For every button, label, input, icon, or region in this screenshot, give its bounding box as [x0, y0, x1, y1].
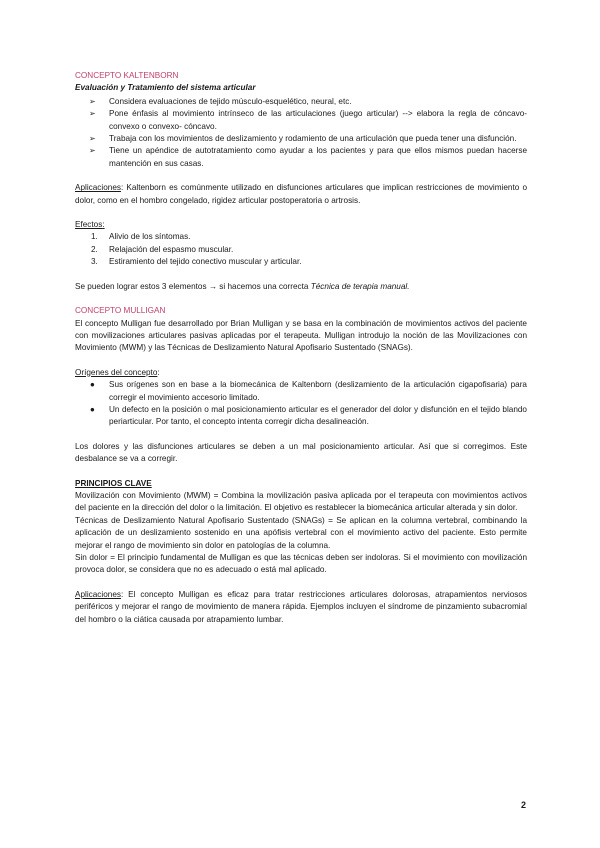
efectos-list	[75, 231, 527, 268]
list-item: ● Un defecto en la posición o mal posicionamiento articular es el generador del dolor y disfunción en el tejido blando periarticular. Por tanto, el concepto intenta corregir dicha desalineación.	[90, 404, 527, 427]
origenes-list	[75, 379, 527, 429]
bullet-dot-icon: ●	[90, 404, 95, 414]
arrow-bullet-icon: ➢	[89, 134, 96, 144]
principio-sin-dolor: Sin dolor = El principio fundamental de Mulligan es que las técnicas deben ser indoloras. Si el movimiento con movilización provoca dolor, se considera que no es adecuado o está mal aplicado.	[75, 553, 527, 575]
kaltenborn-aplicaciones: Aplicaciones: Kaltenborn es comúnmente utilizado en disfunciones articulares que implican restricciones de movimiento o dolor, como en el hombro congelado, rigidez articular postoperatoria o artrosis.	[75, 183, 527, 205]
list-item: 1. Alivio de los síntomas.	[91, 232, 191, 242]
dolores-paragraph: Los dolores y las disfunciones articulares se deben a un mal posicionamiento articular. Así que si corregimos. Este desbalance se va a corregir.	[75, 441, 527, 464]
list-item: ➢ Tiene un apéndice de autotratamiento como ayudar a los pacientes y para que ellos mismos puedan hacerse mantención en sus casas.	[89, 146, 527, 168]
mulligan-heading: CONCEPTO MULLIGAN	[75, 306, 166, 316]
principio-mwm: Movilización con Movimiento (MWM) = Combina la movilización pasiva aplicada por el terapeuta con movimientos activos del paciente en la dirección del dolor o la limitación. El objetivo es restablecer la biomecánica articular alterada y sin dolor.	[75, 490, 527, 513]
aplicaciones-label: Aplicaciones	[75, 183, 121, 193]
kaltenborn-bullet-list	[75, 96, 527, 170]
arrow-bullet-icon: ➢	[89, 146, 96, 156]
efectos-heading: Efectos:	[75, 220, 105, 230]
mulligan-aplicaciones: Aplicaciones: El concepto Mulligan es eficaz para tratar restricciones articulares dolorosas, atrapamientos nerviosos periféricos y mejorar el rango de movimiento de manera rápida. Ejemplos incluyen el síndrome de pinzamiento subacromial del hombro o la ciática causada por atrapamiento lumbar.	[75, 589, 527, 624]
principios-heading: PRINCIPIOS CLAVE	[75, 478, 152, 488]
list-item: ● Sus orígenes son en base a la biomecánica de Kaltenborn (deslizamiento de la articulación cigapofisaria) para corregir el movimiento accesorio limitado.	[90, 380, 527, 402]
list-item: 2. Relajación del espasmo muscular.	[91, 244, 234, 254]
list-item: ➢ Pone énfasis al movimiento intrínseco de las articulaciones (juego articular) --> elabora la regla de cóncavo- convexo o convexo- cóncavo.	[89, 109, 527, 131]
kaltenborn-heading: CONCEPTO KALTENBORN	[75, 71, 179, 80]
kaltenborn-subtitle: Evaluación y Tratamiento del sistema articular	[75, 83, 256, 93]
list-item: ➢ Considera evaluaciones de tejido músculo-esquelético, neural, etc.	[75, 96, 527, 108]
list-item: 3. Estiramiento del tejido conectivo muscular y articular.	[91, 257, 302, 267]
arrow-bullet-icon: ➢	[89, 109, 96, 119]
list-item: ➢ Trabaja con los movimientos de deslizamiento y rodamiento de una articulación que pueda tener una disfunción.	[75, 133, 527, 145]
logro-sentence: Se pueden lograr estos 3 elementos → si hacemos una correcta Técnica de terapia manual.	[75, 281, 410, 291]
bullet-dot-icon: ●	[90, 380, 95, 390]
principio-snags: Técnicas de Deslizamiento Natural Apofisario Sustentado (SNAGs) = Se aplican en la columna vertebral, combinando la aplicación de un deslizamiento sostenido en una apófisis vertebral con el movimiento activo del paciente. Esto permite mejorar el rango de movimiento sin dolor en patologías de la columna.	[75, 515, 527, 550]
arrow-bullet-icon: ➢	[89, 96, 96, 106]
aplicaciones-label: Aplicaciones	[75, 589, 121, 599]
page-number: 2	[521, 800, 527, 810]
mulligan-intro: El concepto Mulligan fue desarrollado por Brian Mulligan y se basa en la combinación de movimientos activos del paciente con movilizaciones articulares pasivas aplicadas por el terapeuta. Mulligan introdujo la noción de las Movilizaciones con Movimiento (MWM) y las Técnicas de Deslizamiento Natural Apofisario Sustentado (SNAGs).	[75, 318, 527, 353]
origenes-heading: Orígenes del concepto:	[75, 367, 160, 377]
document-page	[75, 70, 527, 626]
